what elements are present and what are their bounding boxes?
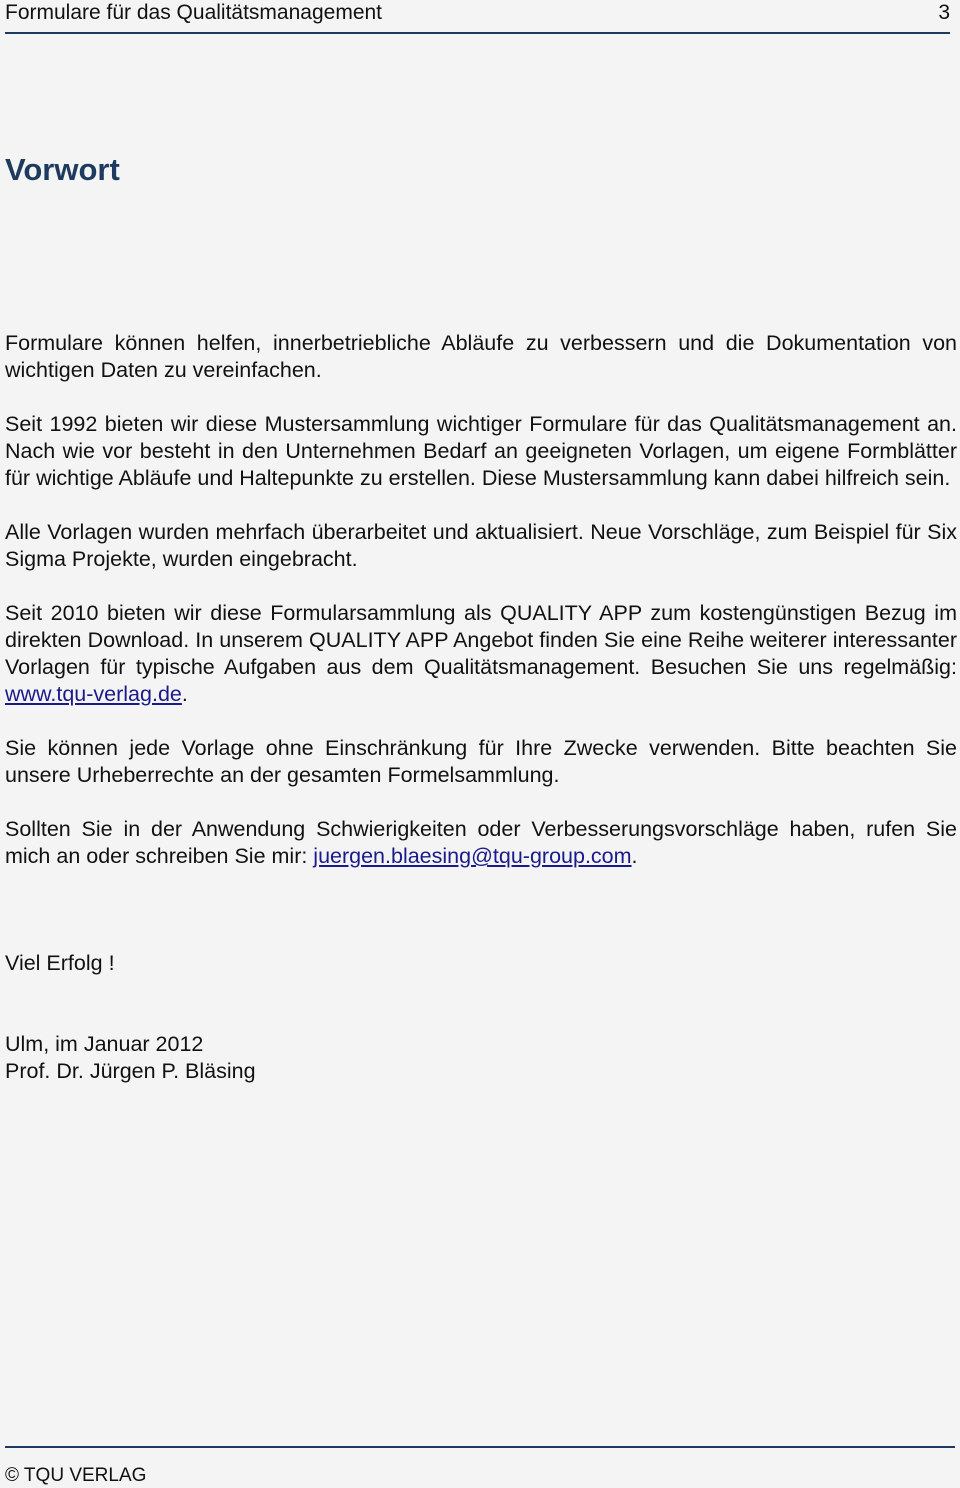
greeting: Viel Erfolg ! xyxy=(5,951,115,975)
paragraph-quality-app-text: Seit 2010 bieten wir diese Formularsammlung als QUALITY APP zum kostengünstigen Bezug im direkten Download. In unserem QUALITY APP Angebot finden Sie eine Reihe weiterer interessanter Vorlagen für typische Aufgaben aus dem Qualitätsmanagement. Besuchen Sie uns regelmäßig: xyxy=(5,601,957,679)
footer-divider xyxy=(5,1446,955,1448)
header-divider xyxy=(5,32,950,34)
signature-block xyxy=(5,1031,256,1085)
paragraph-history: Seit 1992 bieten wir diese Mustersammlung wichtiger Formulare für das Qualitätsmanagement an. Nach wie vor besteht in den Unternehmen Bedarf an geeigneten Vorlagen, um eigene Formblätter für wichtige Abläufe und Haltepunkte zu erstellen. Diese Mustersammlung kann dabei hilfreich sein. xyxy=(5,412,957,490)
paragraph-revisions: Alle Vorlagen wurden mehrfach überarbeitet und aktualisiert. Neue Vorschläge, zum Beispiel für Six Sigma Projekte, wurden eingebracht. xyxy=(5,520,957,571)
page-header xyxy=(5,0,950,28)
body-text xyxy=(5,330,957,897)
website-link[interactable]: www.tqu-verlag.de xyxy=(5,682,182,706)
page-title: Vorwort xyxy=(5,152,120,187)
header-title: Formulare für das Qualitätsmanagement xyxy=(5,1,383,24)
paragraph-quality-app xyxy=(5,600,957,708)
email-link[interactable]: juergen.blaesing@tqu-group.com xyxy=(313,844,632,868)
paragraph-contact-text: Sollten Sie in der Anwendung Schwierigkeiten oder Verbesserungsvorschläge haben, rufen Sie mich an oder schreiben Sie mir: xyxy=(5,817,957,868)
author-name: Prof. Dr. Jürgen P. Bläsing xyxy=(5,1059,256,1083)
paragraph-contact xyxy=(5,816,957,870)
paragraph-quality-app-end: . xyxy=(181,682,188,706)
paragraph-contact-end: . xyxy=(631,844,638,868)
page-number: 3 xyxy=(938,1,950,24)
footer-copyright: © TQU VERLAG xyxy=(5,1465,147,1486)
paragraph-usage-rights: Sie können jede Vorlage ohne Einschränkung für Ihre Zwecke verwenden. Bitte beachten Sie unsere Urheberrechte an der gesamten Formelsammlung. xyxy=(5,736,957,787)
place-date: Ulm, im Januar 2012 xyxy=(5,1032,204,1056)
paragraph-intro: Formulare können helfen, innerbetriebliche Abläufe zu verbessern und die Dokumentation von wichtigen Daten zu vereinfachen. xyxy=(5,331,957,382)
